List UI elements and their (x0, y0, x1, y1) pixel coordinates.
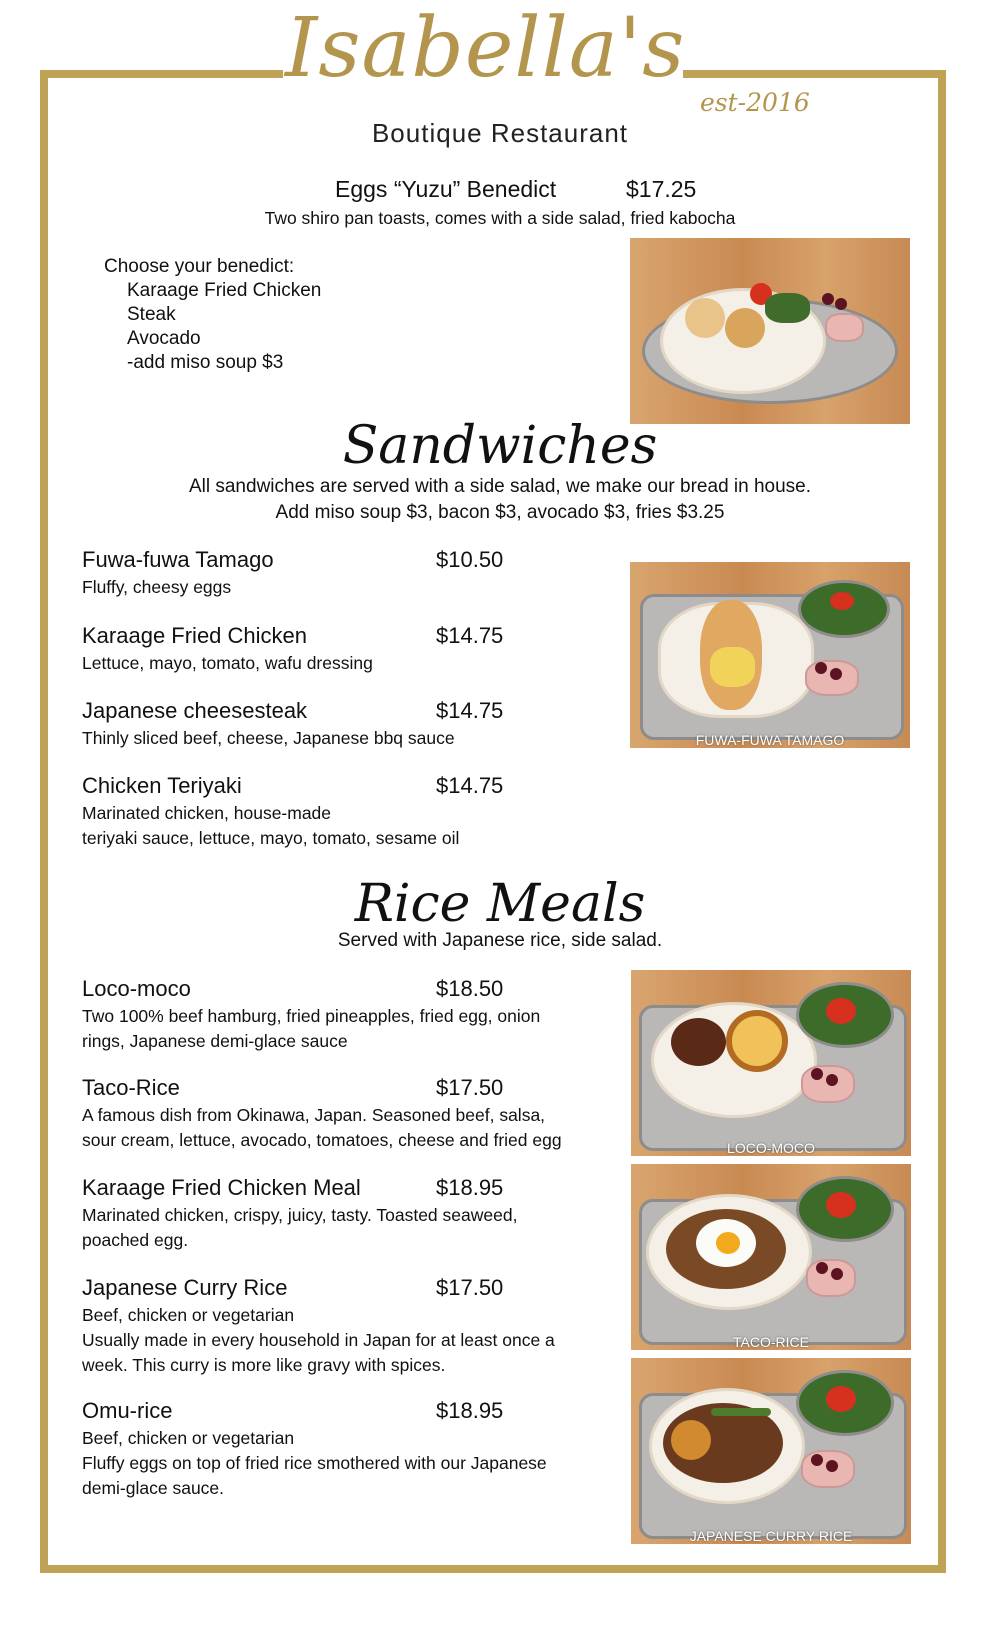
menu-item-name: Loco-moco (82, 976, 191, 1001)
menu-item-name: Taco-Rice (82, 1075, 180, 1100)
restaurant-subtitle: Boutique Restaurant (371, 118, 629, 148)
sandwiches-section-title: Sandwiches (342, 416, 658, 476)
menu-item-name: Karaage Fried Chicken (82, 623, 308, 648)
benedict-option: Karaage Fried Chicken (127, 280, 322, 301)
featured-item-price: $17.25 (626, 176, 697, 202)
menu-item-price: $18.95 (436, 1175, 504, 1200)
menu-item-name: Karaage Fried Chicken Meal (82, 1175, 361, 1200)
menu-item-name: Japanese cheesesteak (82, 698, 308, 723)
benedict-option: -add miso soup $3 (127, 352, 284, 373)
menu-item-name: Fuwa-fuwa Tamago (82, 547, 274, 572)
rice-meals-note: Served with Japanese rice, side salad. (337, 930, 663, 951)
menu-item-desc: Fluffy eggs on top of fried rice smothered with our Japanese (82, 1453, 547, 1473)
menu-item-price: $18.50 (436, 976, 504, 1001)
menu-item-desc: Marinated chicken, crispy, juicy, tasty. Toasted seaweed, (82, 1205, 518, 1225)
photo-caption: JAPANESE CURRY RICE (689, 1528, 853, 1544)
menu-item-name: Chicken Teriyaki (82, 773, 242, 798)
menu-item-name: Japanese Curry Rice (82, 1275, 288, 1300)
menu-item-price: $18.95 (436, 1398, 504, 1423)
menu-item-price: $14.75 (436, 773, 504, 798)
featured-item-name: Eggs “Yuzu” Benedict (335, 176, 557, 202)
menu-item-desc: Lettuce, mayo, tomato, wafu dressing (82, 653, 373, 673)
menu-item-desc: A famous dish from Okinawa, Japan. Seasoned beef, salsa, (82, 1105, 546, 1125)
rice-meals-section-title: Rice Meals (354, 874, 646, 934)
established-year: est-2016 (700, 88, 810, 117)
benedict-option: Avocado (127, 328, 201, 349)
featured-item-desc: Two shiro pan toasts, comes with a side salad, fried kabocha (264, 208, 736, 228)
menu-item-desc: teriyaki sauce, lettuce, mayo, tomato, sesame oil (82, 828, 460, 848)
menu-item-desc: Beef, chicken or vegetarian (82, 1305, 295, 1325)
benedict-choose-label: Choose your benedict: (104, 256, 295, 277)
menu-item-desc: Thinly sliced beef, cheese, Japanese bbq sauce (82, 728, 455, 748)
menu-item-desc: demi-glace sauce. (82, 1478, 225, 1498)
japanese-curry-rice-photo (631, 1358, 911, 1544)
menu-item-desc: sour cream, lettuce, avocado, tomatoes, cheese and fried egg (82, 1130, 562, 1150)
sandwiches-addons: Add miso soup $3, bacon $3, avocado $3, fries $3.25 (275, 502, 725, 523)
menu-item-price: $14.75 (436, 623, 504, 648)
photo-caption: TACO-RICE (733, 1334, 809, 1350)
menu-item-desc: poached egg. (82, 1230, 189, 1250)
taco-rice-photo (631, 1164, 911, 1350)
sandwiches-note: All sandwiches are served with a side salad, we make our bread in house. (188, 476, 812, 497)
menu-item-desc: Fluffy, cheesy eggs (82, 577, 232, 597)
menu-item-desc: Two 100% beef hamburg, fried pineapples, fried egg, onion (82, 1006, 541, 1026)
menu-item-desc: Beef, chicken or vegetarian (82, 1428, 295, 1448)
photo-caption: FUWA-FUWA TAMAGO (695, 732, 845, 748)
loco-moco-photo (631, 970, 911, 1156)
menu-item-desc: Marinated chicken, house-made (82, 803, 332, 823)
fuwa-fuwa-tamago-photo (630, 562, 910, 748)
menu-item-name: Omu-rice (82, 1398, 173, 1423)
benedict-photo (630, 238, 910, 424)
menu-item-price: $17.50 (436, 1275, 504, 1300)
menu-item-price: $17.50 (436, 1075, 504, 1100)
menu-item-desc: rings, Japanese demi-glace sauce (82, 1031, 348, 1051)
restaurant-logo: Isabella's (285, 1, 686, 96)
photo-caption: LOCO-MOCO (727, 1140, 815, 1156)
menu-item-desc: week. This curry is more like gravy with spices. (82, 1355, 446, 1375)
menu-item-price: $10.50 (436, 547, 504, 572)
menu-item-desc: Usually made in every household in Japan for at least once a (82, 1330, 555, 1350)
benedict-option: Steak (127, 304, 176, 325)
menu-item-price: $14.75 (436, 698, 504, 723)
